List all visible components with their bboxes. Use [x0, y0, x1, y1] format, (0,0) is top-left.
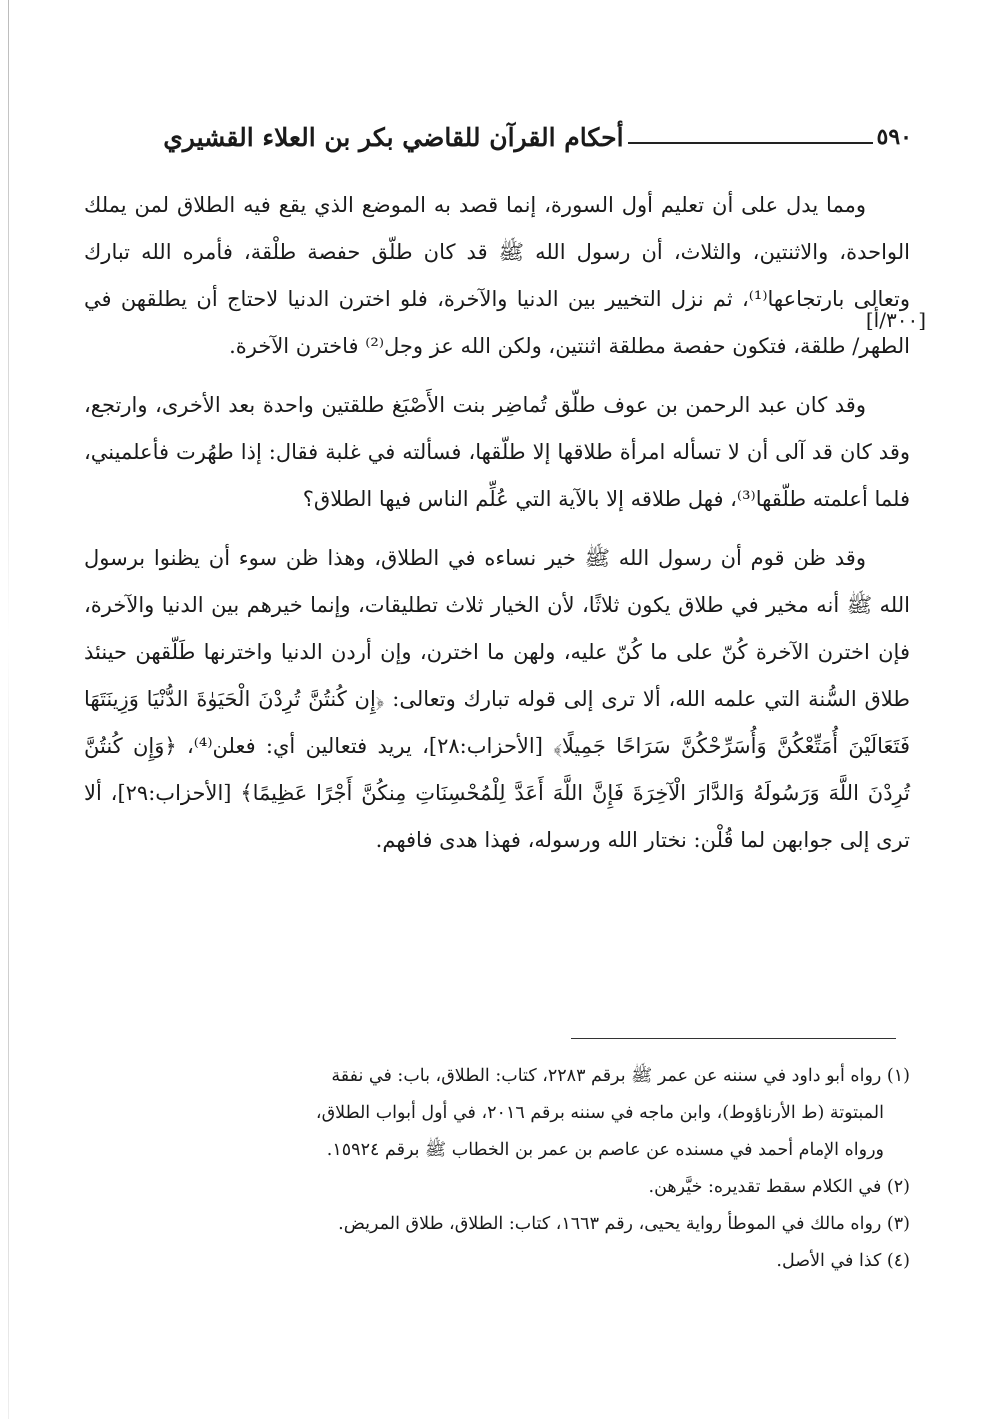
manuscript-folio-marker: [٣٠٠/أ]	[865, 308, 926, 332]
footnote-4: (٤) كذا في الأصل.	[776, 1251, 910, 1271]
main-text	[84, 182, 910, 876]
footnote-separator	[571, 1038, 896, 1039]
paragraph-1: ومما يدل على أن تعليم أول السورة، إنما قصد به الموضع الذي يقع فيه الطلاق لمن يملك الواحدة، والاثنتين، والثلاث، أن رسول الله ﷺ قد كان طلّق حفصة طلْقة، فأمره الله تبارك وتعالى بارتجاعها⁽¹⁾، ثم نزل التخيير بين الدنيا والآخرة، فلو اخترن الدنيا لاحتاج أن يطلقهن في الطهر/ طلقة، فتكون حفصة مطلقة اثنتين، ولكن الله عز وجل⁽²⁾ فاخترن الآخرة.	[84, 193, 910, 358]
footnote-2: (٢) في الكلام سقط تقديره: خيَّرهن.	[648, 1177, 910, 1197]
footnotes	[84, 1058, 910, 1280]
page-number: ٥٩٠	[876, 124, 912, 150]
paragraph-2: وقد كان عبد الرحمن بن عوف طلّق تُماضِر بنت الأَصْبَغ طلقتين واحدة بعد الأخرى، وارتجع، وقد كان قد آلى أن لا تسأله امرأة طلاقها إلا طلّقها، فسألته في غلبة فقال: إذا طهُرت فأعلميني، فلما أعلمته طلّقها⁽³⁾، فهل طلاقه إلا بالآية التي عُلِّم الناس فيها الطلاق؟	[84, 393, 910, 511]
footnote-1-line-3: ورواه الإمام أحمد في مسنده عن عاصم بن عمر بن الخطاب ﷺ برقم ١٥٩٢٤.	[326, 1140, 884, 1160]
running-header	[82, 112, 912, 156]
book-title: أحكام القرآن للقاضي بكر بن العلاء القشيري	[163, 123, 624, 152]
scan-edge	[8, 0, 9, 1419]
footnote-3: (٣) رواه مالك في الموطأ رواية يحيى، رقم ١٦٦٣، كتاب: الطلاق، طلاق المريض.	[338, 1214, 910, 1234]
header-rule	[628, 142, 873, 144]
footnote-1: (١) رواه أبو داود في سننه عن عمر ﷺ برقم ٢٢٨٣، كتاب: الطلاق، باب: في نفقة	[331, 1066, 910, 1086]
paragraph-3: وقد ظن قوم أن رسول الله ﷺ خير نساءه في الطلاق، وهذا ظن سوء أن يظنوا برسول الله ﷺ أنه مخير في طلاق يكون ثلاثًا، لأن الخيار ثلاث تطليقات، وإنما خيرهم بين الدنيا والآخرة، فإن اخترن الآخرة كُنّ على ما كُنّ عليه، ولهن ما اخترن، وإن أردن الدنيا واخترنها طَلّقهن حينئذ طلاق السُّنة التي علمه الله، ألا ترى إلى قوله تبارك وتعالى: ﴿إِن كُنتُنَّ تُرِدْنَ الْحَيَوٰةَ الدُّنْيَا وَزِينَتَهَا فَتَعَالَيْنَ أُمَتِّعْكُنَّ وَأُسَرِّحْكُنَّ سَرَاحًا جَمِيلًا﴾ [الأحزاب:٢٨]، يريد فتعالين أي: فعلن⁽⁴⁾، ﴿وَإِن كُنتُنَّ تُرِدْنَ اللَّهَ وَرَسُولَهُ وَالدَّارَ الْآخِرَةَ فَإِنَّ اللَّهَ أَعَدَّ لِلْمُحْسِنَاتِ مِنكُنَّ أَجْرًا عَظِيمًا﴾ [الأحزاب:٢٩]، ألا ترى إلى جوابهن لما قُلْن: نختار الله ورسوله، فهذا هدى فافهم.	[84, 546, 910, 852]
footnote-1-line-2: المبتوتة (ط الأرناؤوط)، وابن ماجه في سننه برقم ٢٠١٦، في أول أبواب الطلاق،	[315, 1103, 884, 1123]
